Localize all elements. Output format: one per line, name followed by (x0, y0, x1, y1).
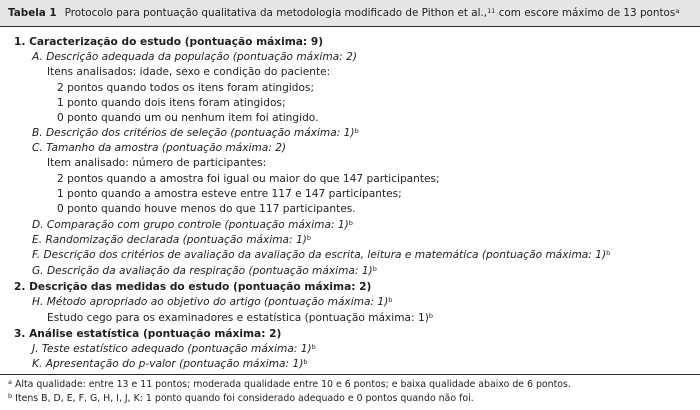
criterion-detail: Itens analisados: idade, sexo e condição do paciente: (47, 66, 331, 78)
score-rule: 2 pontos quando a amostra foi igual ou maior do que 147 participantes; (57, 173, 440, 185)
criterion-detail: Estudo cego para os examinadores e estatística (pontuação máxima: 1)$^b$ (47, 312, 433, 324)
footnote: $^a$ Alta qualidade: entre 13 e 11 pontos; moderada qualidade entre 10 e 6 pontos; e baixa qualidade abaixo de 6 pontos. (8, 378, 571, 390)
criterion-item: F. Descrição dos critérios de avaliação da avaliação da escrita, leitura e matemática (pontuação máxima: 1)$^b$ (32, 249, 611, 261)
score-rule: 2 pontos quando todos os itens foram atingidos; (57, 82, 315, 94)
criterion-item: K. Apresentação do p-valor (pontuação máxima: 1)$^b$ (32, 358, 308, 370)
footnote-mark: a (675, 7, 680, 15)
criterion-detail: Item analisado: número de participantes: (47, 157, 267, 169)
criterion-item: H. Método apropriado ao objetivo do artigo (pontuação máxima: 1)$^b$ (32, 296, 393, 308)
criterion-item: B. Descrição dos critérios de seleção (pontuação máxima: 1)$^b$ (32, 127, 359, 139)
table-title-continued: com escore máximo de 13 pontos (495, 7, 676, 19)
score-rule: 1 ponto quando a amostra esteve entre 117 e 147 participantes; (57, 188, 402, 200)
criterion-item: A. Descrição adequada da população (pontuação máxima: 2) (32, 51, 357, 63)
criterion-item: G. Descrição da avaliação da respiração (pontuação máxima: 1)$^b$ (32, 265, 377, 277)
section-heading: 3. Análise estatística (pontuação máxima: 2) (14, 328, 282, 340)
table-caption (0, 0, 700, 27)
reference-mark: 11 (487, 7, 496, 15)
criterion-item: D. Comparação com grupo controle (pontuação máxima: 1)$^b$ (32, 219, 353, 231)
table-label: Tabela 1 (8, 7, 57, 19)
section-heading: 2. Descrição das medidas do estudo (pontuação máxima: 2) (14, 281, 372, 293)
criterion-item: C. Tamanho da amostra (pontuação máxima: 2) (32, 142, 287, 154)
criterion-item: E. Randomização declarada (pontuação máxima: 1)$^b$ (32, 234, 311, 246)
score-rule: 0 ponto quando houve menos do que 117 participantes. (57, 203, 356, 215)
table-title: Protocolo para pontuação qualitativa da metodologia modificado de Pithon et al., (64, 7, 488, 19)
score-rule: 0 ponto quando um ou nenhum item foi atingido. (57, 112, 319, 124)
footnote: $^b$ Itens B, D, E, F, G, H, I, J, K: 1 ponto quando foi considerado adequado e 0 pontos quando não foi. (8, 392, 474, 404)
score-rule: 1 ponto quando dois itens foram atingidos; (57, 97, 286, 109)
section-heading: 1. Caracterização do estudo (pontuação máxima: 9) (14, 36, 324, 48)
table-bottom-rule (0, 374, 700, 375)
criterion-item: J. Teste estatístico adequado (pontuação máxima: 1)$^b$ (32, 343, 316, 355)
